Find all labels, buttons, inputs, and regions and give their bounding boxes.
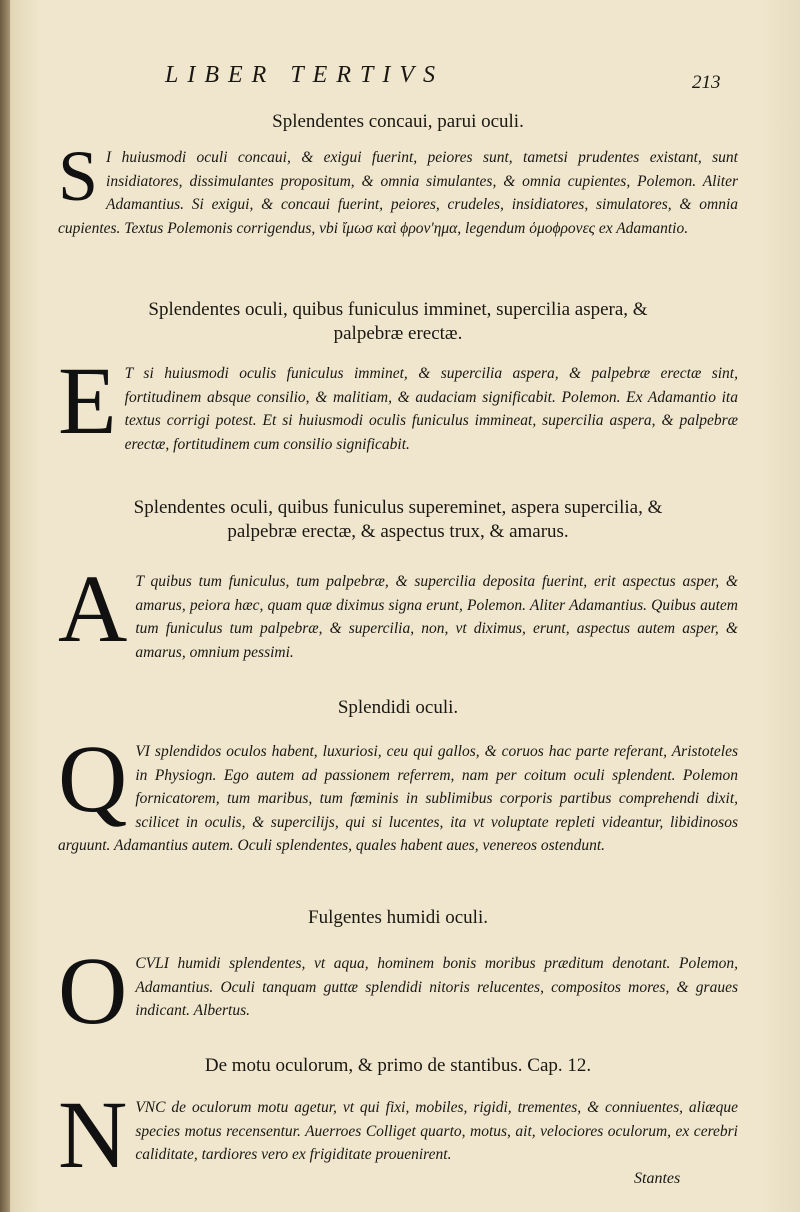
section-heading: Splendidi oculi. bbox=[337, 697, 459, 718]
running-title: LIBER TERTIVS bbox=[165, 62, 444, 88]
drop-cap: E bbox=[58, 347, 117, 454]
page-binding-edge bbox=[0, 0, 10, 1212]
section-heading: Splendentes oculi, quibus funiculus supereminet, aspera supercilia, & palpebræ erectæ, & aspectus trux, & amarus. bbox=[133, 497, 663, 542]
section-splendentes-concaui bbox=[58, 110, 738, 240]
section-fulgentes-humidi bbox=[58, 906, 738, 1044]
section-text: T quibus tum funiculus, tum palpebræ, & supercilia deposita fuerint, erit aspectus asper, & amarus, peiora hæc, quam quæ diximus signa erunt, Polemon. Aliter Adamantius. Quibus autem tum funiculus tum palpebræ, & supercilia, non, vt diximus, erunt, aspectus autem asper, & amarus, omnium pessimi. bbox=[135, 573, 738, 661]
page-number: 213 bbox=[692, 72, 721, 93]
section-text: I huiusmodi oculi concaui, & exigui fuerint, peiores sunt, tametsi prudentes existant, sunt insidiatores, dissimulantes propositum, & omnia simulantes, & omnia cupientes, Polemon. Aliter Adamantius. Si exigui, & concaui fuerint, peiores, crudeles, insidiatores, simulatores, & omnia cupientes. Textus Polemonis corrigendus, vbi ἴμωσ καὶ ϕρον'ημα, legendum ὁμοϕρονες ex Adamantio. bbox=[58, 149, 738, 237]
section-body bbox=[58, 937, 738, 1044]
section-funiculus-imminet bbox=[58, 298, 738, 456]
section-funiculus-supereminet bbox=[58, 496, 738, 664]
section-heading: Fulgentes humidi oculi. bbox=[308, 907, 488, 928]
section-body bbox=[58, 136, 738, 240]
drop-cap: N bbox=[58, 1081, 128, 1188]
section-text: VI splendidos oculos habent, luxuriosi, ceu qui gallos, & coruos hac parte referant, Aristoteles in Physiogn. Ego autem ad passionem referrem, nam per coitum oculi splendent. Polemon fornicatorem, tum maribus, tum fœminis in sublimibus corporis partibus comprehendi dixit, scilicet in oculis, & supercilijs, qui si lucentes, ita vt voluptate repleti videantur, libidinosos arguunt. Adamantius autem. Oculi splendentes, quales habent aues, venereos ostendunt. bbox=[58, 743, 738, 854]
section-heading: Splendentes oculi, quibus funiculus imminet, supercilia aspera, & palpebræ erectæ. bbox=[148, 299, 648, 344]
drop-cap: Q bbox=[58, 725, 128, 832]
section-heading: Splendentes concaui, parui oculi. bbox=[272, 111, 524, 132]
section-body bbox=[58, 555, 738, 664]
page-header bbox=[0, 62, 800, 98]
drop-cap: S bbox=[58, 136, 99, 216]
section-text: T si huiusmodi oculis funiculus imminet, & supercilia aspera, & palpebræ erectæ sint, fortitudinem absque consilio, & malitiam, & audaciam significabit. Polemon. Ex Adamantio ita textus corrigi potest. Et si huiusmodi oculis funiculus immineat, supercilia aspera, & palpebræ erectæ, fortitudinem cum consilio significabit. bbox=[124, 365, 738, 453]
section-text: VNC de oculorum motu agetur, vt qui fixi, mobiles, rigidi, trementes, & conniuentes, aliæque species motus recensentur. Auerroes Colliget quarto, motus, ait, velociores oculorum, ex cerebri caliditate, tardiores vero ex frigiditate prouenirent. bbox=[135, 1099, 738, 1163]
section-splendidi-oculi bbox=[58, 696, 738, 858]
section-text: CVLI humidi splendentes, vt aqua, hominem bonis moribus præditum denotant. Polemon, Adamantius. Oculi tanquam guttæ splendidi nitoris relucentes, compositos mores, & graues indicant. Albertus. bbox=[135, 955, 738, 1019]
section-body bbox=[58, 347, 738, 456]
drop-cap: O bbox=[58, 937, 128, 1044]
chapter-heading: De motu oculorum, & primo de stantibus. Cap. 12. bbox=[204, 1055, 592, 1076]
catchword: Stantes bbox=[634, 1170, 681, 1187]
drop-cap: A bbox=[58, 555, 128, 662]
section-body bbox=[58, 725, 738, 858]
